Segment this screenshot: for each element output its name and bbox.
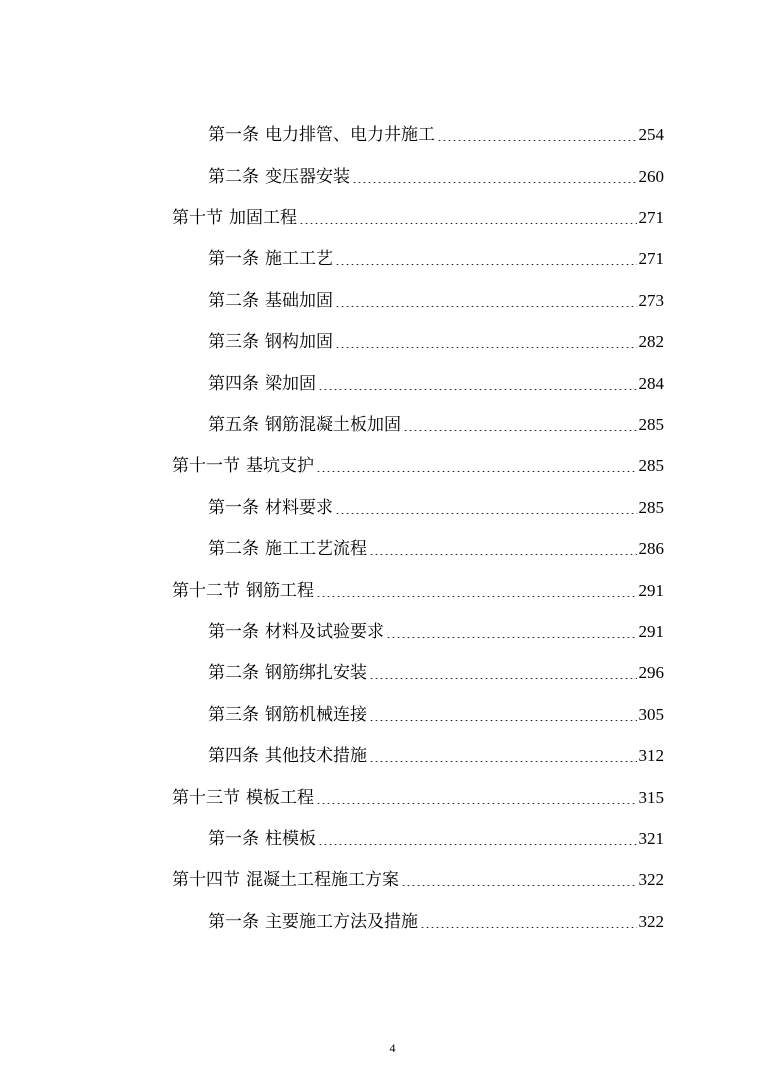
toc-entry-title: 第十四节 混凝土工程施工方案	[172, 870, 399, 890]
toc-entry-page: 321	[638, 829, 664, 848]
toc-entry-page: 284	[638, 374, 664, 393]
toc-entry-title: 第一条 电力排管、电力井施工	[208, 125, 435, 145]
page-number: 4	[389, 1041, 396, 1055]
toc-entry-page: 285	[638, 498, 664, 517]
toc-leader-dots	[369, 745, 637, 767]
toc-entry[interactable]	[208, 739, 664, 767]
toc-entry-title: 第三条 钢构加固	[208, 332, 333, 352]
toc-entry-page: 285	[638, 456, 664, 475]
toc-entry-page: 305	[638, 705, 664, 724]
toc-entry[interactable]	[208, 615, 664, 643]
toc-entry-page: 291	[638, 622, 664, 641]
toc-entry[interactable]	[208, 325, 664, 353]
toc-leader-dots	[437, 124, 637, 146]
toc-leader-dots	[401, 869, 637, 891]
toc-leader-dots	[335, 248, 637, 270]
toc-leader-dots	[335, 331, 637, 353]
toc-leader-dots	[316, 455, 637, 477]
toc-entry-title: 第三条 钢筋机械连接	[208, 705, 367, 725]
toc-entry[interactable]	[208, 905, 664, 933]
toc-leader-dots	[403, 414, 637, 436]
toc-leader-dots	[369, 704, 637, 726]
toc-entry-page: 260	[638, 167, 664, 186]
toc-entry[interactable]	[208, 118, 664, 146]
toc-entry-title: 第五条 钢筋混凝土板加固	[208, 415, 401, 435]
toc-leader-dots	[316, 787, 637, 809]
toc-entry[interactable]	[208, 367, 664, 395]
toc-entry-title: 第十二节 钢筋工程	[172, 581, 314, 601]
toc-entry-page: 315	[638, 788, 664, 807]
toc-entry[interactable]	[208, 491, 664, 519]
toc-leader-dots	[420, 911, 637, 933]
toc-leader-dots	[299, 207, 637, 229]
toc-entry[interactable]	[172, 781, 664, 809]
toc-entry-page: 312	[638, 746, 664, 765]
toc-entry-page: 322	[638, 912, 664, 931]
toc-entry[interactable]	[208, 408, 664, 436]
toc-leader-dots	[369, 662, 637, 684]
toc-entry-title: 第一条 柱模板	[208, 829, 316, 849]
toc-entry[interactable]	[208, 822, 664, 850]
toc-entry[interactable]	[172, 201, 664, 229]
toc-entry-page: 286	[638, 539, 664, 558]
toc-entry-title: 第四条 其他技术措施	[208, 746, 367, 766]
toc-entry[interactable]	[208, 532, 664, 560]
toc-entry-title: 第二条 变压器安装	[208, 167, 350, 187]
toc-entry-title: 第一条 施工工艺	[208, 249, 333, 269]
toc-entry[interactable]	[208, 242, 664, 270]
toc-entry-title: 第四条 梁加固	[208, 374, 316, 394]
toc-entry[interactable]	[208, 656, 664, 684]
toc-entry[interactable]	[172, 863, 664, 891]
toc-entry[interactable]	[208, 284, 664, 312]
toc-entry-page: 273	[638, 291, 664, 310]
toc-entry-title: 第二条 基础加固	[208, 291, 333, 311]
toc-leader-dots	[318, 373, 637, 395]
toc-entry-title: 第十三节 模板工程	[172, 788, 314, 808]
toc-entry-page: 254	[638, 125, 664, 144]
toc-leader-dots	[335, 290, 637, 312]
toc-entry-page: 296	[638, 663, 664, 682]
toc-entry[interactable]	[172, 449, 664, 477]
toc-entry-title: 第一条 材料要求	[208, 498, 333, 518]
toc-leader-dots	[352, 166, 637, 188]
toc-entry-title: 第一条 材料及试验要求	[208, 622, 384, 642]
toc-entry[interactable]	[208, 698, 664, 726]
toc-entry-page: 291	[638, 581, 664, 600]
toc-entry[interactable]	[208, 160, 664, 188]
toc-entry-page: 322	[638, 870, 664, 889]
toc-entry-title: 第二条 施工工艺流程	[208, 539, 367, 559]
toc-leader-dots	[316, 580, 637, 602]
toc-leader-dots	[335, 497, 637, 519]
toc-leader-dots	[318, 828, 637, 850]
toc-leader-dots	[386, 621, 637, 643]
toc-entry-title: 第二条 钢筋绑扎安装	[208, 663, 367, 683]
toc-entry-title: 第十节 加固工程	[172, 208, 297, 228]
toc-entry-page: 282	[638, 332, 664, 351]
toc-leader-dots	[369, 538, 637, 560]
toc-entry-page: 271	[638, 249, 664, 268]
toc-entry-page: 271	[638, 208, 664, 227]
toc-entry-title: 第一条 主要施工方法及措施	[208, 912, 418, 932]
toc-entry[interactable]	[172, 574, 664, 602]
toc-entry-page: 285	[638, 415, 664, 434]
toc-entry-title: 第十一节 基坑支护	[172, 456, 314, 476]
